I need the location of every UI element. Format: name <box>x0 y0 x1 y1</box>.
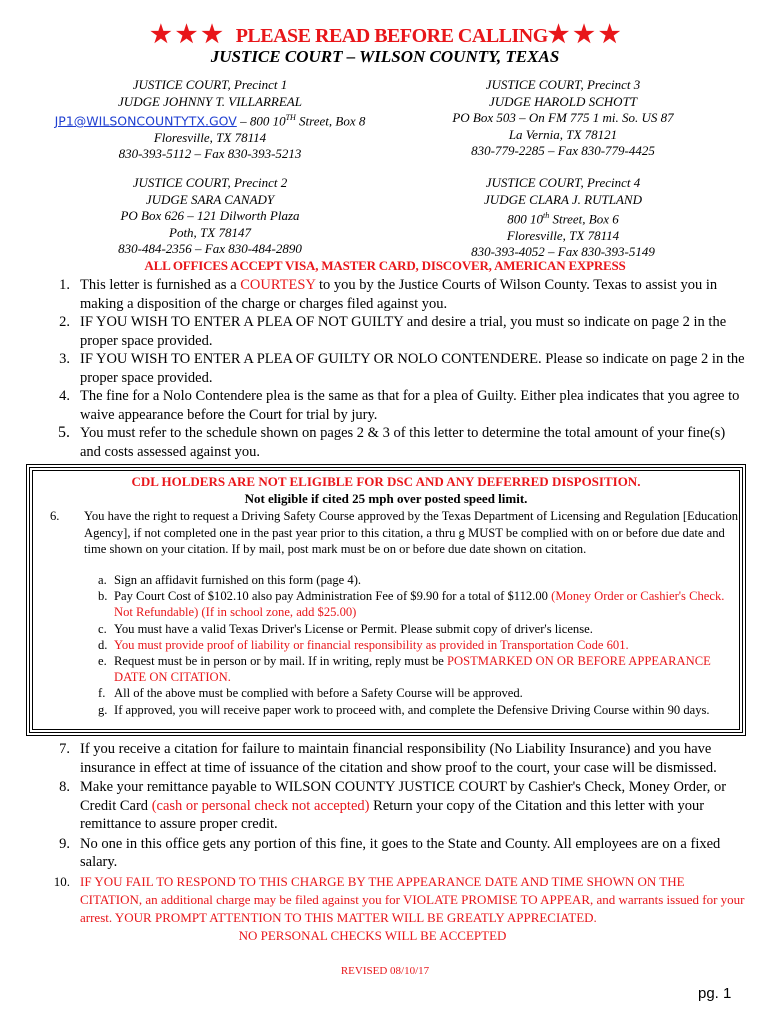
list-item: a. Sign an affidavit furnished on this form (page 4). <box>98 573 362 587</box>
list-item: g. If approved, you will receive paper work to proceed with, and complete the Defensive Driving Course within 90 days. <box>98 702 710 717</box>
star-icon: ★ <box>598 22 620 48</box>
office-address: PO Box 503 – On FM 775 1 mi. So. US 87 <box>452 110 674 125</box>
office-precinct-3 <box>373 77 753 160</box>
office-phone: 830-779-2285 – Fax 830-779-4425 <box>471 143 655 158</box>
list-item: 1. This letter is furnished as a COURTESY to you by the Justice Courts of Wilson County. Texas to assist you in making a disposition of the charge or charges filed against you. <box>59 277 718 312</box>
email-link[interactable]: JP1@WILSONCOUNTYTX.GOV <box>54 113 237 129</box>
precinct-label: JUSTICE COURT, Precinct 4 <box>485 175 641 190</box>
cdl-notice: CDL HOLDERS ARE NOT ELIGIBLE FOR DSC AND ANY DEFERRED DISPOSITION. <box>131 474 641 489</box>
star-icon: ★ <box>547 22 569 48</box>
precinct-label: JUSTICE COURT, Precinct 1 <box>132 77 288 92</box>
office-city: Floresville, TX 78114 <box>153 129 267 145</box>
star-icon: ★ <box>201 22 223 48</box>
court-subtitle: JUSTICE COURT – WILSON COUNTY, TEXAS <box>210 47 560 66</box>
office-address: PO Box 626 – 121 Dilworth Plaza <box>120 208 300 223</box>
payment-methods-notice: ALL OFFICES ACCEPT VISA, MASTER CARD, DISCOVER, AMERICAN EXPRESS <box>144 258 626 273</box>
list-item: 7. If you receive a citation for failure to maintain financial responsibility (No Liability Insurance) and you have insurance in effect at time of issuance of the citation and show proof to the court, your case will be dismissed. <box>59 741 717 776</box>
office-phone: 830-393-4052 – Fax 830-393-5149 <box>471 244 655 260</box>
office-phone: 830-393-5112 – Fax 830-393-5213 <box>118 146 302 162</box>
office-precinct-4 <box>373 175 753 261</box>
precinct-label: JUSTICE COURT, Precinct 3 <box>485 77 641 92</box>
list-item: 10. IF YOU FAIL TO RESPOND TO THIS CHARGE BY THE APPEARANCE DATE AND TIME SHOWN ON THE CITATION, an additional charge may be filed against you for VIOLATE PROMISE TO APPEAR, and warrants issued for your arrest. YOUR PROMPT ATTENTION TO THIS MATTER WILL BE GREATLY APPRECIATED. NO PERSONAL CHECKS WILL BE ACCEPTED <box>53 873 745 943</box>
office-precinct-1 <box>20 77 400 163</box>
office-precinct-2 <box>20 175 400 258</box>
page-title <box>0 20 770 49</box>
speed-notice: Not eligible if cited 25 mph over posted speed limit. <box>244 491 528 506</box>
office-city: Poth, TX 78147 <box>169 224 251 240</box>
instructions-list-bottom <box>0 740 745 945</box>
judge-name: JUDGE JOHNNY T. VILLARREAL <box>118 93 302 109</box>
judge-name: JUDGE SARA CANADY <box>145 191 275 207</box>
revision-date: REVISED 08/10/17 <box>340 965 430 977</box>
list-item: 4. The fine for a Nolo Contendere plea is the same as that for a plea of Guilty. Either plea indicates that you agree to waive appearance before the Court for trial by jury. <box>59 388 740 423</box>
list-item: d. You must provide proof of liability or financial responsibility as provided in Transportation Code 601. <box>98 637 629 652</box>
list-item: c. You must have a valid Texas Driver's License or Permit. Please submit copy of driver's license. <box>98 621 593 636</box>
dsc-eligibility-box <box>26 464 746 736</box>
star-icon: ★ <box>573 22 595 48</box>
office-city: La Vernia, TX 78121 <box>508 126 618 142</box>
dsc-requirements-list <box>98 572 738 718</box>
list-item: 5. You must refer to the schedule shown on pages 2 & 3 of this letter to determine the total amount of your fine(s) and costs assessed against you. <box>58 424 726 460</box>
list-item: 8. Make your remittance payable to WILSON COUNTY JUSTICE COURT by Cashier's Check, Money Order, or Credit Card (cash or personal check not accepted) Return your copy of the Citation and this letter with your remittance to assure proper credit. <box>59 779 727 832</box>
list-item: 6. You have the right to request a Driving Safety Course approved by the Texas Department of Licensing and Regulation [Education Agency], if not completed one in the past year prior to this citation, a thru g MUST be complied with on or before due date and time shown on your citation. If by mail, post mark must be on or before due date shown on citation. <box>50 509 739 557</box>
list-item: e. Request must be in person or by mail. If in writing, reply must be POSTMARKED ON OR BEFORE APPEARANCE DATE ON CITATION. <box>98 654 711 685</box>
office-city: Floresville, TX 78114 <box>506 227 620 243</box>
judge-name: JUDGE HAROLD SCHOTT <box>488 93 638 109</box>
list-item: f. All of the above must be complied with before a Safety Course will be approved. <box>98 686 523 701</box>
list-item: 3. IF YOU WISH TO ENTER A PLEA OF GUILTY OR NOLO CONTENDERE. Please so indicate on page 2 in the proper space provided. <box>59 351 745 386</box>
title-text: PLEASE READ BEFORE CALLING <box>235 25 548 47</box>
precinct-label: JUSTICE COURT, Precinct 2 <box>132 175 288 190</box>
page-number: pg. 1 <box>698 985 732 1002</box>
list-item: 9. No one in this office gets any portion of this fine, it goes to the State and County. All employees are on a fixed salary. <box>59 835 721 870</box>
office-address: 800 10th Street, Box 6 <box>507 211 619 227</box>
list-item: b. Pay Court Cost of $102.10 also pay Administration Fee of $9.90 for a total of $112.00 (Money Order or Cashier's Check. Not Refundable) (If in school zone, add $25.00) <box>98 589 725 620</box>
star-icon: ★ <box>175 22 197 48</box>
office-phone: 830-484-2356 – Fax 830-484-2890 <box>118 241 302 256</box>
star-icon: ★ <box>150 22 172 48</box>
judge-name: JUDGE CLARA J. RUTLAND <box>484 191 642 207</box>
list-item: 2. IF YOU WISH TO ENTER A PLEA OF NOT GUILTY and desire a trial, you must so indicate on page 2 in the proper space provided. <box>59 314 727 349</box>
instructions-list-top <box>0 276 745 461</box>
office-address: JP1@WILSONCOUNTYTX.GOV – 800 10TH Street, Box 8 <box>54 113 366 129</box>
